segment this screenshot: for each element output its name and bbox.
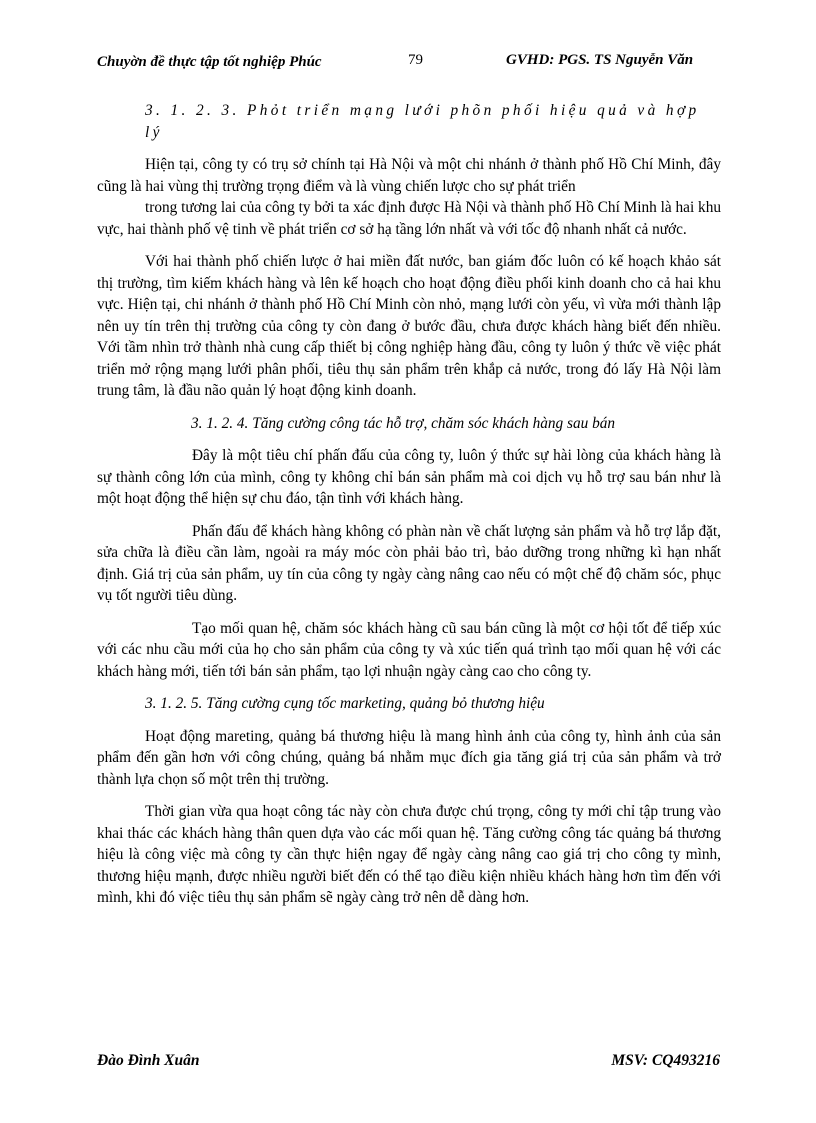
paragraph-1a: Hiện tại, công ty có trụ sở chính tại Hà Nội và một chi nhánh ở thành phố Hồ Chí Minh, đây cũng là hai vùng thị trường trọng điểm và là vùng chiến lược cho sự phát triển xyxy=(97,156,721,195)
section-heading-3-1-2-3: 3. 1. 2. 3. Phỏt triển mạng lưới phõn phối hiệu quả và hợp lý xyxy=(145,102,700,141)
paragraph-6: Hoạt động mareting, quảng bá thương hiệu là mang hình ảnh của công ty, hình ảnh của sản phẩm đến gần hơn với công chúng, quảng bá nhằm mục đích gia tăng giá trị của sản phẩm và trở thành lựa chọn số một trên thị trường. xyxy=(97,727,721,788)
header-supervisor: GVHD: PGS. TS Nguyễn Văn xyxy=(506,52,694,68)
paragraph-1b: trong tương lai của công ty bởi ta xác định được Hà Nội và thành phố Hồ Chí Minh là hai khu vực, hai thành phố vệ tinh về phát triển cơ sở hạ tầng lớn nhất và với tốc độ nhanh nhất cả nước. xyxy=(97,199,721,238)
paragraph-4: Phấn đấu để khách hàng không có phàn nàn về chất lượng sản phẩm và hỗ trợ lắp đặt, sửa chữa là điều cần làm, ngoài ra máy móc còn phải bảo trì, bảo dưỡng trong những kì hạn nhất định. Giá trị của sản phẩm, uy tín của công ty ngày càng nâng cao nếu có một chế độ chăm sóc, phục vụ tốt người tiêu dùng. xyxy=(97,522,721,604)
paragraph-5: Tạo mối quan hệ, chăm sóc khách hàng cũ sau bán cũng là một cơ hội tốt để tiếp xúc với các nhu cầu mới của họ cho sản phẩm của công ty và xúc tiến quá trình tạo mối quan hệ với các khách hàng mới, tiến tới bán sản phẩm, tạo lợi nhuận ngày càng cao cho công ty. xyxy=(97,619,721,680)
paragraph-3: Đây là một tiêu chí phấn đấu của công ty, luôn ý thức sự hài lòng của khách hàng là sự thành công lớn của mình, công ty không chỉ bán sản phẩm mà coi dịch vụ hỗ trợ sau bán như là một hoạt động thể hiện sự chu đáo, tận tình với khách hàng. xyxy=(97,447,721,507)
footer-author: Đào Đình Xuân xyxy=(97,1052,200,1069)
section-heading-3-1-2-4: 3. 1. 2. 4. Tăng cường công tác hỗ trợ, chăm sóc khách hàng sau bán xyxy=(191,414,616,432)
paragraph-7: Thời gian vừa qua hoạt công tác này còn chưa được chú trọng, công ty mới chỉ tập trung vào khai thác các khách hàng thân quen dựa vào các mối quan hệ. Tăng cường công tác quảng bá thương hiệu là công việc mà công ty cần thực hiện ngay để ngày càng nâng cao giá trị cho công ty mình, thương hiệu mạnh, được nhiều người biết đến có thể tạo điều kiện nhiều khách hàng hơn tìm đến với mình, khi đó việc tiêu thụ sản phẩm sẽ ngày càng trở nên dễ dàng hơn. xyxy=(97,803,721,906)
footer-student-id: MSV: CQ493216 xyxy=(611,1052,720,1069)
header-title: Chuyờn đề thực tập tốt nghiệp Phúc xyxy=(97,54,322,70)
section-heading-3-1-2-5: 3. 1. 2. 5. Tăng cường cụng tốc marketing, quảng bỏ thương hiệu xyxy=(145,695,545,712)
document-body xyxy=(97,100,721,920)
paragraph-2: Với hai thành phố chiến lược ở hai miền đất nước, ban giám đốc luôn có kế hoạch khảo sát thị trường, tìm kiếm khách hàng và lên kế hoạch cho hoạt động điều phối kinh doanh cho cả hai khu vực. Hiện tại, chi nhánh ở thành phố Hồ Chí Minh còn nhỏ, mạng lưới còn yếu, vì vừa mới thành lập nên uy tín trên thị trường của công ty còn đang ở bước đầu, chưa được khách hàng biết đến nhiều. Với tầm nhìn trở thành nhà cung cấp thiết bị công nghiệp hàng đầu, công ty luôn ý thức về việc phát triển mở rộng mạng lưới phân phối, tiêu thụ sản phẩm trên khắp cả nước, trong đó lấy Hà Nội làm trung tâm, là đầu não quản lý hoạt động kinh doanh. xyxy=(97,253,721,399)
page-number: 79 xyxy=(408,52,423,68)
